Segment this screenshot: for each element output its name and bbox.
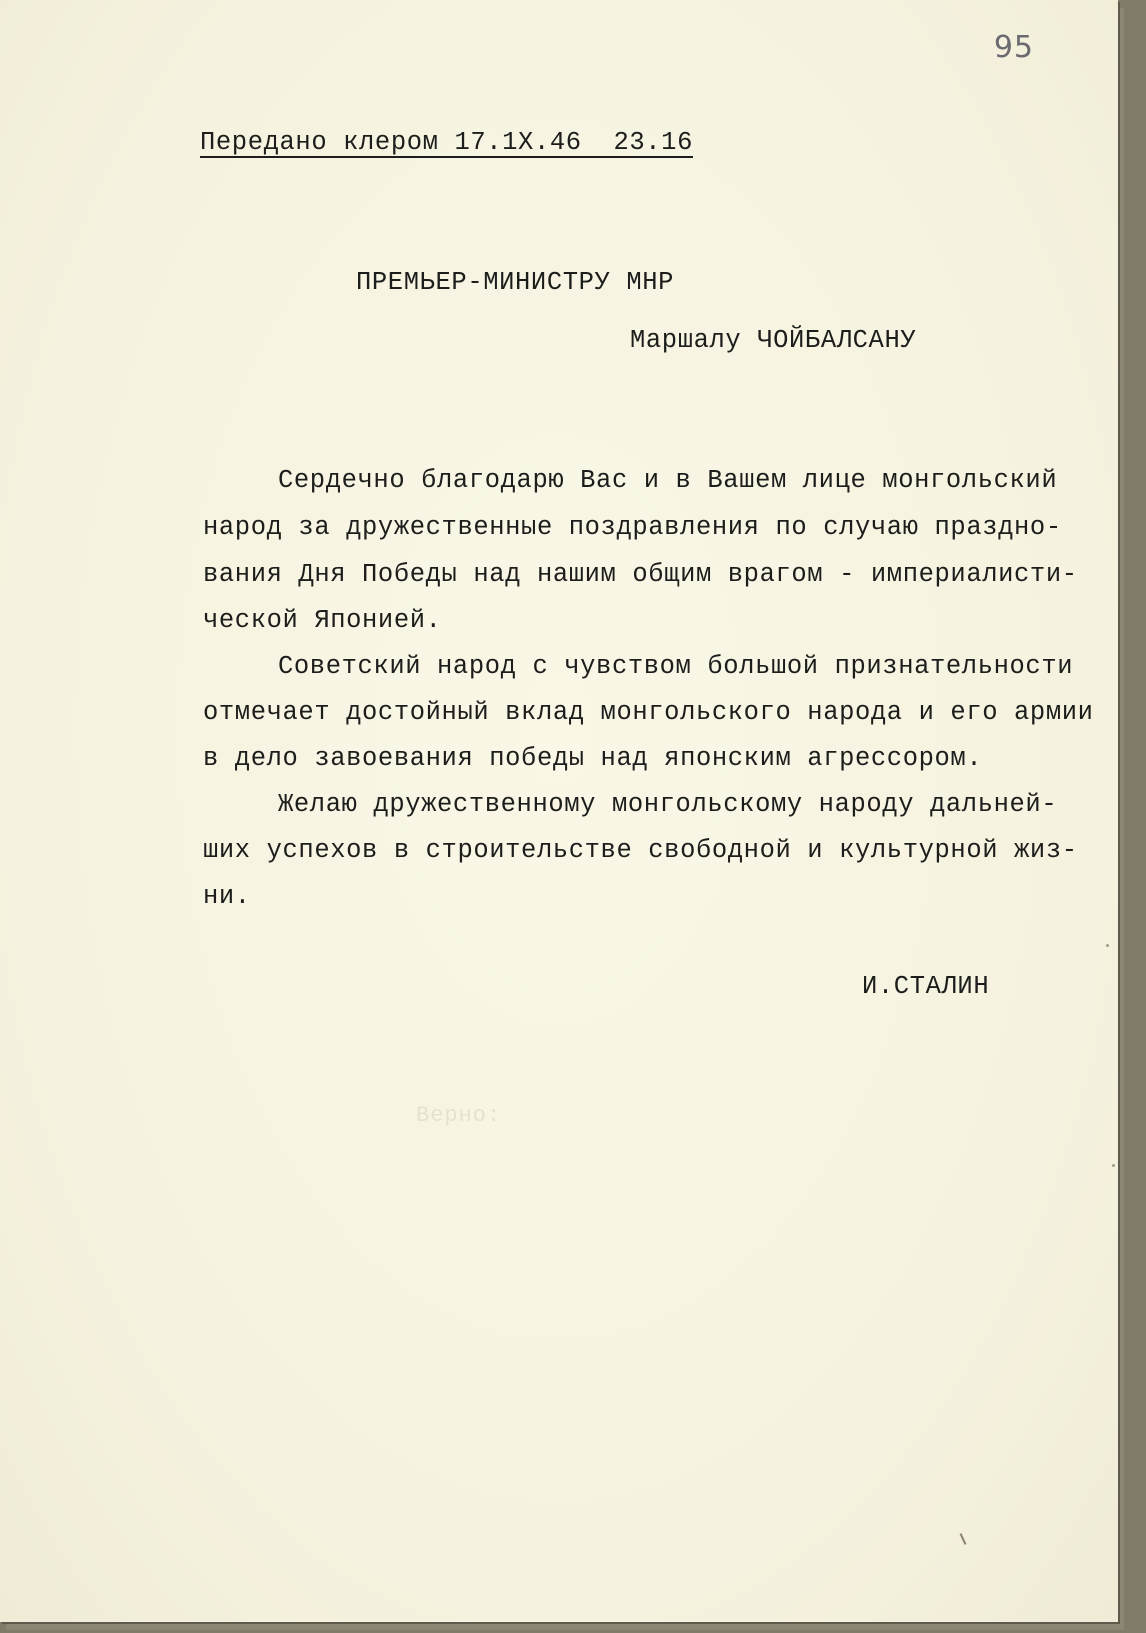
body-line: народ за дружественные поздравления по случаю праздно- — [203, 513, 1062, 542]
paper-speck — [1112, 1164, 1115, 1167]
body-line: вания Дня Победы над нашим общим врагом - империалисти- — [203, 560, 1078, 589]
body-line: ших успехов в строительстве свободной и культурной жиз- — [203, 836, 1078, 865]
transmission-note: Передано клером 17.1Х.46 23.16 — [200, 128, 693, 157]
body-line: ни. — [203, 882, 251, 911]
faint-stamp: Верно: — [416, 1103, 502, 1128]
body-line: отмечает достойный вклад монгольского народа и его армии — [203, 698, 1094, 727]
body-line: в дело завоевания победы над японским агрессором. — [203, 744, 983, 773]
body-line: ческой Японией. — [203, 606, 442, 635]
pencil-mark — [960, 1533, 967, 1545]
body-line: Советский народ с чувством большой признательности — [278, 652, 1074, 681]
folio-number: 95 — [993, 30, 1034, 65]
addressee-name: Маршалу ЧОЙБАЛСАНУ — [630, 326, 917, 355]
paper-speck — [1106, 944, 1109, 947]
signature: И.СТАЛИН — [862, 972, 990, 1001]
body-line: Желаю дружественному монгольскому народу дальней- — [278, 790, 1058, 819]
addressee-title: ПРЕМЬЕР-МИНИСТРУ МНР — [356, 268, 675, 297]
body-line: Сердечно благодарю Вас и в Вашем лице монгольский — [278, 466, 1058, 495]
